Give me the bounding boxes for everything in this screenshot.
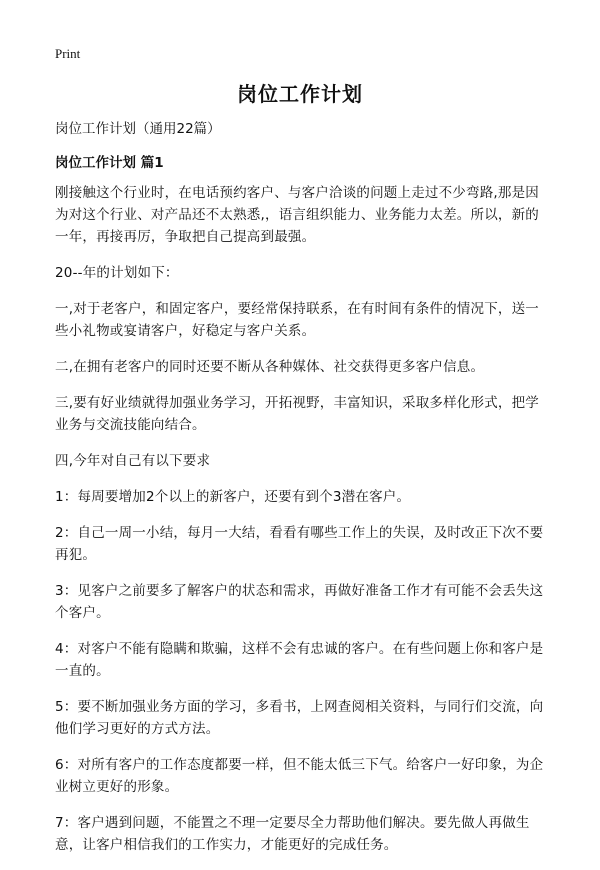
document-body — [55, 118, 545, 870]
section-heading: 岗位工作计划 篇1 — [55, 155, 164, 171]
paragraph: 刚接触这个行业时，在电话预约客户、与客户洽谈的问题上走过不少弯路,那是因为对这个行业、对产品还不太熟悉,，语言组织能力、业务能力太差。所以，新的一年，再接再厉，争取把自己提高到最强。 — [55, 185, 539, 245]
paragraph: 一,对于老客户，和固定客户，要经常保持联系，在有时间有条件的情况下，送一些小礼物或宴请客户，好稳定与客户关系。 — [55, 301, 539, 339]
paragraph: 3：见客户之前要多了解客户的状态和需求，再做好准备工作才有可能不会丢失这个客户。 — [55, 583, 544, 621]
document-subtitle: 岗位工作计划（通用22篇） — [55, 121, 221, 137]
page-title: 岗位工作计划 — [237, 82, 363, 106]
paragraph: 1：每周要增加2个以上的新客户，还要有到个3潜在客户。 — [55, 489, 411, 505]
paragraph: 二,在拥有老客户的同时还要不断从各种媒体、社交获得更多客户信息。 — [55, 359, 485, 375]
paragraph: 7：客户遇到问题，不能置之不理一定要尽全力帮助他们解决。要先做人再做生意，让客户相信我们的工作实力，才能更好的完成任务。 — [55, 815, 530, 853]
paragraph: 四,今年对自己有以下要求 — [55, 453, 211, 469]
paragraph: 6：对所有客户的工作态度都要一样，但不能太低三下气。给客户一好印象，为企业树立更好的形象。 — [55, 757, 544, 795]
paragraph: 20--年的计划如下： — [55, 265, 179, 281]
paragraph: 2：自己一周一小结，每月一大结，看看有哪些工作上的失误，及时改正下次不要再犯。 — [55, 525, 544, 563]
paragraph: 三,要有好业绩就得加强业务学习，开拓视野，丰富知识，采取多样化形式，把学业务与交流技能向结合。 — [55, 395, 539, 433]
paragraph: 5：要不断加强业务方面的学习，多看书，上网查阅相关资料，与同行们交流，向他们学习更好的方式方法。 — [55, 699, 544, 737]
paragraph: 4：对客户不能有隐瞒和欺骗，这样不会有忠诚的客户。在有些问题上你和客户是一直的。 — [55, 641, 544, 679]
print-link[interactable]: Print — [55, 46, 81, 61]
